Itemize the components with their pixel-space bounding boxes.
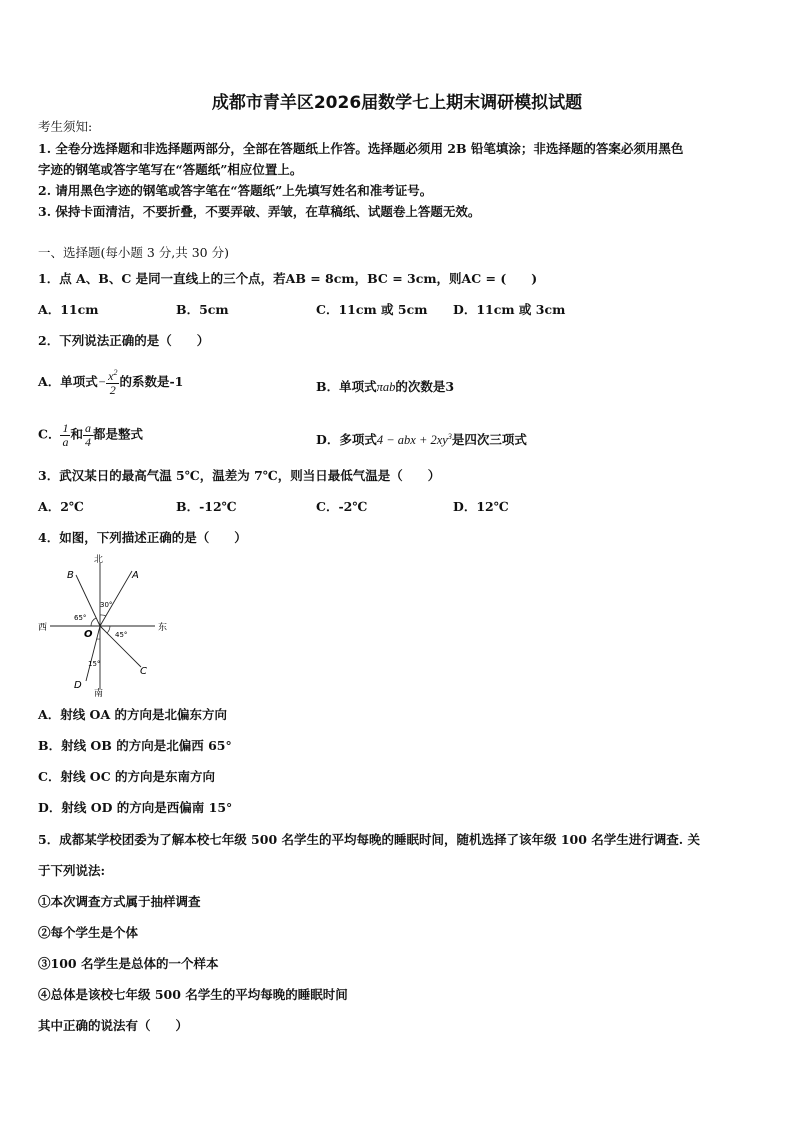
q2-option-d-suffix: 是四次三项式 [451,432,527,448]
label-west: 西 [38,623,48,633]
angle-arc-a [100,615,106,616]
q2-option-a-suffix: 的系数是-1 [119,374,184,390]
label-c: C [140,666,147,677]
compass-figure [30,553,180,698]
q2-option-d-exponent: 3 [447,432,452,441]
q5-item-2: ②每个学生是个体 [38,925,139,940]
q2-option-b [316,381,454,394]
q2-option-c-f2-denominator: 4 [84,434,91,449]
q2-option-c-f1-numerator: 1 [62,421,69,435]
q2-option-c-f1-denominator: a [62,434,69,449]
ray-oa [100,571,132,626]
q2-option-c-suffix: 都是整式 [92,426,143,442]
q2-option-d [316,433,527,447]
q2-option-a-minus: − [97,375,107,390]
q2-option-a-exponent: 2 [113,368,118,377]
label-south: 南 [94,689,104,698]
angle-arc-b [91,618,96,626]
label-north: 北 [94,555,104,565]
q3-option-b: B．-12℃ [176,499,237,514]
q5-item-3: ③100 名学生是总体的一个样本 [38,956,219,971]
q3-stem: 3．武汉某日的最高气温 5℃，温差为 7℃，则当日最低气温是（ ） [38,468,441,483]
q4-option-c: C．射线 OC 的方向是东南方向 [38,769,215,784]
q4-stem: 4．如图，下列描述正确的是（ ） [38,530,247,545]
q5-question: 其中正确的说法有（ ） [38,1018,189,1033]
q1-option-b: B．5cm [176,302,229,317]
angle-arc-c [107,626,110,633]
q5-stem-cont: 于下列说法: [38,863,106,878]
q2-option-c-f2-numerator: a [84,421,91,435]
q2-option-d-prefix: D．多项式 [316,432,377,448]
q4-option-a: A．射线 OA 的方向是北偏东方向 [38,707,227,722]
q1-option-c: C．11cm 或 5cm [316,302,428,317]
label-angle-65: 65° [74,614,87,622]
q2-option-a [38,369,183,396]
q2-option-a-numerator: x [108,369,114,383]
q2-option-a-prefix: A．单项式 [38,374,98,390]
label-angle-15: 15° [88,660,101,668]
notice-item-2: 2. 请用黑色字迹的钢笔或答字笔在“答题纸”上先填写姓名和准考证号。 [38,183,433,198]
label-east: 东 [158,623,168,633]
label-o: O [84,629,93,640]
q2-option-c-fraction-2 [83,422,93,448]
q5-item-4: ④总体是该校七年级 500 名学生的平均每晚的睡眠时间 [38,987,348,1002]
q2-option-c-and: 和 [70,426,83,442]
q2-option-b-suffix: 的次数是3 [395,379,455,394]
q5-stem: 5．成都某学校团委为了解本校七年级 500 名学生的平均每晚的睡眠时间，随机选择了该年级 100 名学生进行调查. 关 [38,832,700,847]
q3-option-a: A．2℃ [38,499,84,514]
label-b: B [67,570,74,581]
section-heading: 一、选择题(每小题 3 分,共 30 分) [38,245,229,260]
q2-option-c-fraction-1 [60,422,70,448]
q4-option-b: B．射线 OB 的方向是北偏西 65° [38,738,232,753]
label-angle-30: 30° [100,601,113,609]
q2-option-c [38,422,143,448]
q4-option-d: D．射线 OD 的方向是西偏南 15° [38,800,233,815]
q2-option-a-fraction [106,369,119,396]
q2-option-a-denominator: 2 [109,382,116,397]
q1-stem: 1．点 A、B、C 是同一直线上的三个点，若AB = 8cm，BC = 3cm，则AC = ( ) [38,271,538,286]
notice-item-1: 1. 全卷分选择题和非选择题两部分，全部在答题纸上作答。选择题必须用 2B 铅笔填涂；非选择题的答案必须用黑色 [38,141,684,156]
q2-option-c-prefix: C． [38,426,61,442]
label-angle-45: 45° [115,631,128,639]
label-d: D [74,680,82,691]
q2-option-d-math: 4 − abx + 2xy [376,433,448,448]
notice-item-3: 3. 保持卡面清洁，不要折叠，不要弄破、弄皱，在草稿纸、试题卷上答题无效。 [38,204,481,219]
q1-option-d: D．11cm 或 3cm [453,302,566,317]
q2-stem: 2．下列说法正确的是（ ） [38,333,210,348]
label-a: A [132,570,139,581]
q3-option-c: C．-2℃ [316,499,368,514]
notice-item-1-cont: 字迹的钢笔或答字笔写在“答题纸”相应位置上。 [38,162,303,177]
q5-item-1: ①本次调查方式属于抽样调查 [38,894,201,909]
notice-heading: 考生须知: [38,119,93,134]
q3-option-d: D．12℃ [453,499,509,514]
q2-option-b-prefix: B．单项式 [316,379,377,394]
q1-option-a: A．11cm [38,302,99,317]
q2-option-b-math: πab [376,380,396,394]
page-title: 成都市青羊区2026届数学七上期末调研模拟试题 [211,93,583,113]
